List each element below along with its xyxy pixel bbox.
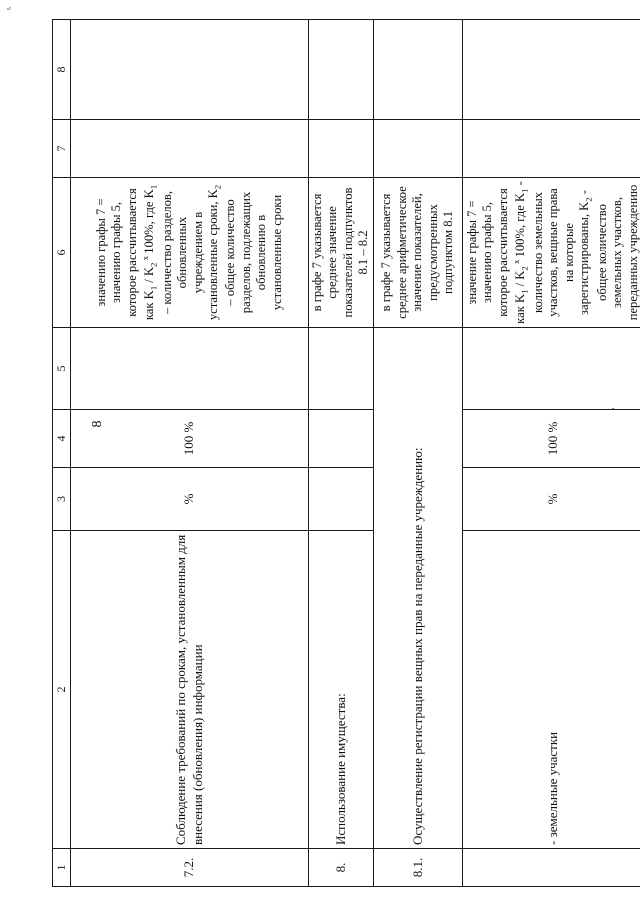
column-number: 6	[53, 178, 71, 328]
column-7-cell	[71, 120, 309, 178]
desc-sub: 1	[519, 289, 530, 294]
desc-sup: x	[511, 257, 522, 267]
desc-text: - общее количество земельных участков, переданных учреждению	[577, 184, 640, 321]
row-number	[462, 849, 640, 887]
desc-sub: 1	[148, 285, 159, 291]
column-number: 8	[53, 20, 71, 120]
unit-cell: %	[71, 468, 309, 531]
column-8-cell	[462, 20, 640, 120]
table-row	[309, 20, 374, 887]
column-7-cell	[462, 120, 640, 178]
calculation-description: в графе 7 указывается среднее арифметическое значение показателей, предусмотренных подпунктом 8.1	[373, 178, 462, 328]
page-number: 8	[90, 420, 105, 428]
desc-text: - количество земельных участков, вещные права на которые зарегистрированы, K	[513, 181, 592, 317]
column-number: 2	[53, 531, 71, 849]
indicator-name: Использование имущества:	[309, 531, 374, 849]
table-row	[373, 20, 462, 887]
column-8-cell	[373, 20, 462, 120]
desc-sub: 2	[148, 262, 159, 267]
desc-text: – количество разделов, обновленных учреждением в установленные сроки, K	[159, 189, 221, 321]
column-number: 4	[53, 410, 71, 468]
desc-text: / K	[142, 266, 157, 286]
target-value-cell	[309, 410, 374, 468]
column-number: 3	[53, 468, 71, 531]
column-8-cell	[71, 20, 309, 120]
table-row	[71, 20, 309, 887]
column-7-cell	[309, 120, 374, 178]
desc-sub: 1	[519, 188, 530, 193]
calculation-description: в графе 7 указывается среднее значение показателей подпунктов 8.1 – 8.2	[309, 178, 374, 328]
row-number: 7.2.	[71, 849, 309, 887]
row-number: 8.	[309, 849, 374, 887]
desc-lead: значению графы 7 = значению графы 5, которое рассчитывается как K	[93, 188, 157, 321]
column-number: 5	[53, 328, 71, 410]
desc-sub: 2	[212, 184, 223, 190]
desc-sub: 2	[519, 266, 530, 271]
column-number-row	[53, 20, 71, 887]
column-7-cell	[373, 120, 462, 178]
desc-text: 100%, где K	[513, 192, 528, 258]
desc-text: / K	[513, 270, 528, 290]
corner-mark: ﬞ	[8, 7, 16, 21]
desc-sub: 1	[148, 184, 159, 190]
desc-sub: 2	[583, 197, 594, 202]
row-number: 8.1.	[373, 849, 462, 887]
calculation-description	[71, 178, 309, 328]
rotated-table-container	[52, 20, 640, 887]
column-5-cell	[462, 328, 640, 410]
unit-cell	[309, 468, 374, 531]
section-heading: Осуществление регистрации вещных прав на переданные учреждению:	[373, 328, 462, 849]
desc-sup: x	[140, 253, 151, 263]
desc-text: 100%, где K	[142, 189, 157, 254]
desc-text: – общее количество разделов, подлежащих обновлению в установленные сроки	[223, 191, 284, 314]
target-value-cell: 100 %	[71, 410, 309, 468]
indicators-table	[52, 19, 640, 887]
column-5-cell	[309, 328, 374, 410]
indicator-name: Соблюдение требований по срокам, установленным для внесения (обновления) информации	[71, 531, 309, 849]
unit-cell: %	[462, 468, 640, 531]
column-5-cell	[71, 328, 309, 410]
indicator-name: - земельные участки	[462, 531, 640, 849]
column-number: 7	[53, 120, 71, 178]
desc-lead: значение графы 7 = значению графы 5, которое рассчитывается как K	[464, 188, 528, 324]
column-8-cell	[309, 20, 374, 120]
table-row	[462, 20, 640, 887]
calculation-description	[462, 178, 640, 328]
column-number: 1	[53, 849, 71, 887]
target-value-cell: 100 %	[462, 410, 640, 468]
